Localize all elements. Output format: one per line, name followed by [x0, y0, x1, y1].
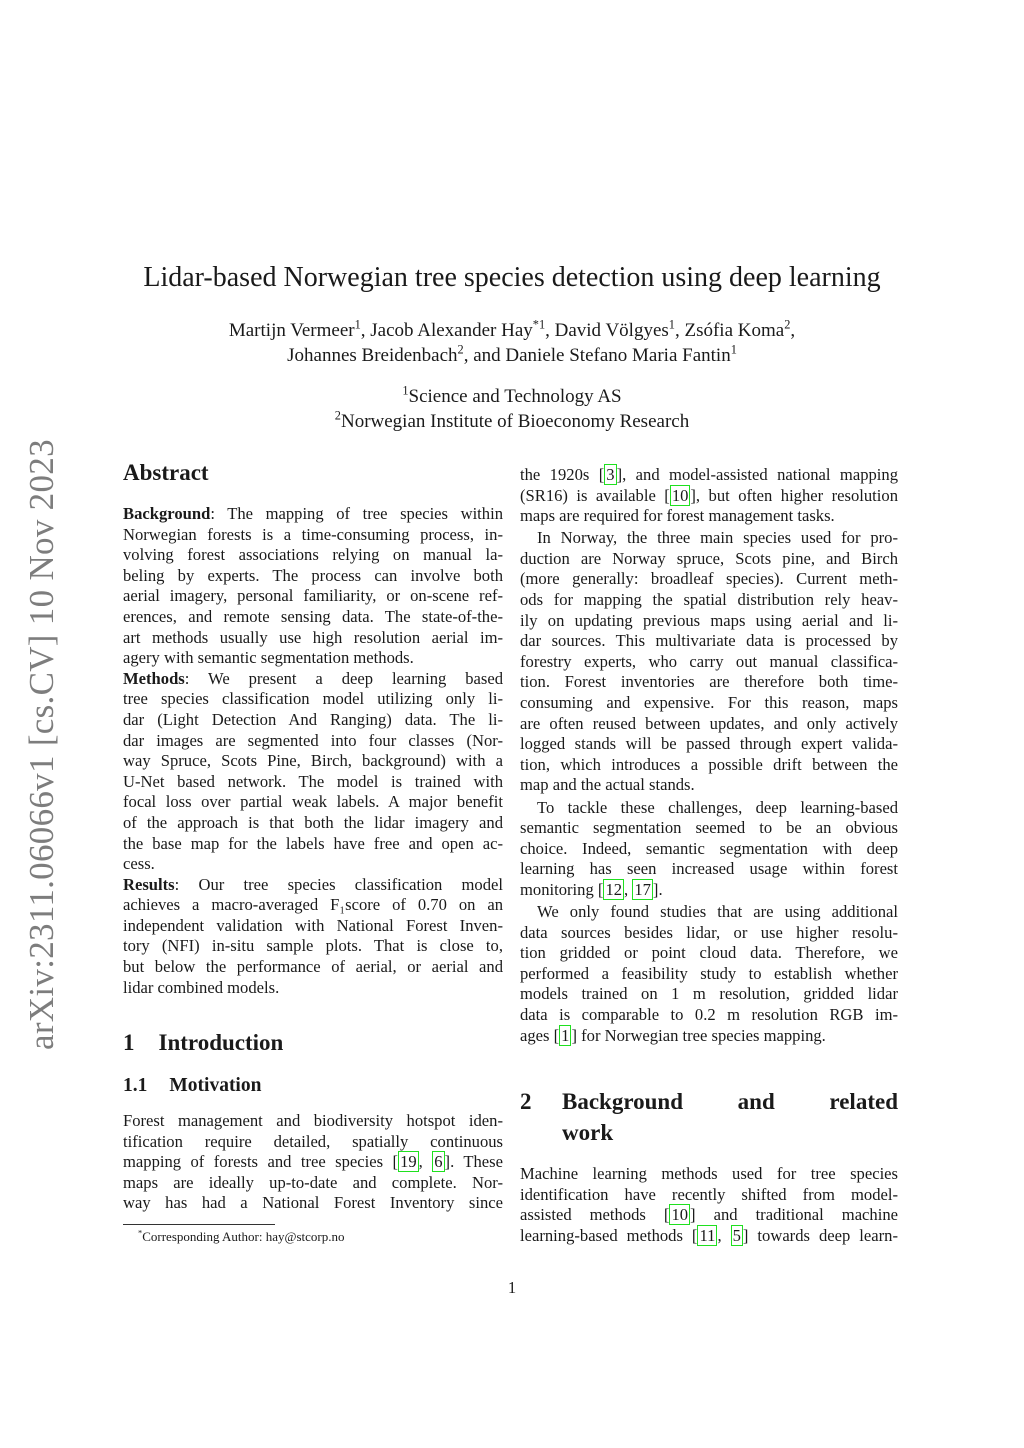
text-line: independent validation with National Forest Inven-	[123, 915, 503, 935]
text-line: Background: The mapping of tree species within	[123, 504, 503, 523]
text-line: maps are ideally up-to-date and complete. Nor-	[123, 1172, 503, 1192]
text-line: forestry experts, who carry out manual classifica-	[520, 651, 898, 671]
text-line: We only found studies that are using additional	[537, 901, 898, 921]
text-line: data is comparable to 0.2 m resolution RGB im-	[520, 1004, 898, 1024]
affiliation-mark: 2	[334, 408, 341, 423]
subsection-title: Motivation	[169, 1075, 262, 1096]
text-line: monitoring [ 12 , 17 ].	[520, 879, 663, 899]
author-name: ,	[790, 320, 796, 341]
affiliation-name: Norwegian Institute of Bioeconomy Research	[340, 411, 690, 432]
text-line: the 1920s [ 3 ], and model-assisted national mapping	[520, 465, 899, 484]
text-line: way has had a National Forest Inventory since	[123, 1193, 503, 1213]
text-line: U-Net based network. The model is trained with	[123, 771, 503, 791]
citation-link[interactable]: 10	[671, 1205, 689, 1225]
text-line: tion gridded or point cloud data. Therefore, we	[520, 943, 898, 963]
text-line: focal loss over partial weak labels. A major benefit	[123, 792, 503, 812]
text-line: To tackle these challenges, deep learning-based	[537, 797, 898, 817]
authors-line-1	[0, 318, 1024, 343]
text-line: tree species classification model utilizing only li-	[123, 689, 503, 709]
page-number: 1	[507, 1278, 517, 1297]
paragraph	[520, 465, 898, 527]
text-line: Forest management and biodiversity hotspot iden-	[123, 1111, 503, 1130]
arxiv-identifier: arXiv:2311.06066v1 [cs.CV] 10 Nov 2023	[22, 439, 61, 1050]
text-line: data sources besides lidar, or use higher resolu-	[520, 922, 898, 942]
text-line: ages [ 1 ] for Norwegian tree species mapping.	[520, 1025, 826, 1045]
paragraph	[520, 902, 898, 1046]
text-line: are often reused between updates, and only actively	[520, 713, 898, 733]
affiliations	[0, 384, 1024, 434]
section-number: 1	[123, 1030, 135, 1055]
text-line: choice. Indeed, semantic segmentation with deep	[520, 838, 898, 858]
text-line: erences, and remote sensing data. The state-of-the-	[123, 606, 503, 626]
text-line: ods for mapping the spatial distribution rely heav-	[520, 590, 898, 610]
abstract-paragraph	[123, 504, 503, 669]
text-line: (more generally: broadleaf species). Current meth-	[520, 569, 898, 589]
abstract-heading: Abstract	[123, 460, 209, 485]
author-name: , Jacob Alexander Hay	[360, 320, 533, 341]
paragraph	[520, 528, 898, 796]
text-line: cess.	[123, 854, 155, 874]
affiliation	[0, 384, 1024, 409]
paper-title: Lidar-based Norwegian tree species detection using deep learning	[143, 262, 881, 293]
text-line: learning has seen increased usage within forest	[520, 859, 898, 879]
text-line: dar (Light Detection And Ranging) data. The li-	[123, 709, 503, 729]
affiliation-mark: 1	[354, 317, 361, 332]
text-line: learning-based methods [ 11 , 5 ] towards deep learn-	[520, 1225, 898, 1245]
subsection-number: 1.1	[123, 1075, 148, 1096]
text-line: tion, which introduces a possible drift between the	[520, 754, 898, 774]
author-name: , Zsófia Koma	[674, 320, 785, 341]
text-line: assisted methods [ 10 ] and traditional machine	[520, 1205, 898, 1225]
text-line: dar images are segmented into four classes (Nor-	[123, 730, 503, 750]
footnote-rule	[123, 1224, 275, 1225]
affiliation-name: Science and Technology AS	[408, 386, 622, 407]
text-line: Norwegian forests is a time-consuming process, in-	[123, 524, 503, 544]
abstract-body	[123, 504, 503, 998]
affiliation	[0, 409, 1024, 434]
text-line: the base map for the labels have free and open ac-	[123, 833, 503, 853]
text-line: tory (NFI) in-situ sample plots. That is close to,	[123, 936, 503, 956]
text-line: identification have recently shifted from model-	[520, 1184, 898, 1204]
text-line: lidar combined models.	[123, 977, 280, 997]
text-line: tion. Forest inventories are therefore both time-	[520, 672, 898, 692]
affiliation-mark: 1	[402, 383, 409, 398]
section-2-heading-line	[520, 1086, 898, 1117]
text-line: performed a feasibility study to establish whether	[520, 963, 898, 983]
text-line: Methods: We present a deep learning based	[123, 668, 503, 688]
text-line: of the approach is that both the lidar imagery and	[123, 812, 503, 832]
text-line: way Spruce, Scots Pine, Birch, background) with a	[123, 751, 503, 771]
authors-line-2	[0, 343, 1024, 368]
citation-link[interactable]: 19	[400, 1152, 417, 1172]
text-line: art methods usually use high resolution aerial im-	[123, 627, 503, 647]
footnote	[138, 1229, 344, 1245]
paragraph-lead: Methods	[123, 668, 185, 688]
section-title: Introduction	[158, 1030, 284, 1055]
text-line: map and the actual stands.	[520, 775, 695, 795]
text-line: Results: Our tree species classification model	[123, 874, 503, 894]
text-line: logged stands will be passed through expert valida-	[520, 734, 898, 754]
subsection-1-1-heading	[123, 1075, 261, 1097]
section-2-body	[520, 1164, 898, 1246]
author-name: , David Völgyes	[545, 320, 669, 341]
footnote-mark: *	[138, 1227, 143, 1238]
text-line: mapping of forests and tree species [ 19 , 6 ]. These	[123, 1152, 503, 1172]
author-name: , and Daniele Stefano Maria Fantin	[463, 345, 731, 366]
citation-link[interactable]: 11	[699, 1225, 716, 1245]
text-line: In Norway, the three main species used for pro-	[537, 528, 898, 548]
section-title-cont: work	[562, 1120, 614, 1145]
footnote-text: Corresponding Author: hay@stcorp.no	[142, 1229, 345, 1244]
paragraph-lead: Results	[123, 874, 175, 894]
citation-link[interactable]: 10	[671, 485, 689, 505]
section-2-heading	[520, 1086, 898, 1148]
text-line: aerial imagery, personal familiarity, or on-scene ref-	[123, 586, 503, 606]
text-line: maps are required for forest management tasks.	[520, 506, 835, 526]
section-number: 2	[520, 1089, 532, 1114]
text-line: but below the performance of aerial, or aerial and	[123, 957, 503, 977]
affiliation-mark: *1	[532, 317, 546, 332]
citation-link[interactable]: 1	[561, 1025, 570, 1045]
text-line: volving forest associations relying on manual la-	[123, 545, 503, 565]
text-line: duction are Norway spruce, Scots pine, and Birch	[520, 548, 898, 568]
abstract-paragraph	[123, 875, 503, 999]
abstract-paragraph	[123, 669, 503, 875]
text-line: beling by experts. The process can involve both	[123, 565, 503, 585]
text-line: Machine learning methods used for tree species	[520, 1164, 898, 1183]
authors	[0, 318, 1024, 368]
text-line: tification require detailed, spatially continuous	[123, 1131, 503, 1151]
section-1-heading	[123, 1030, 283, 1056]
motivation-body	[123, 1111, 503, 1214]
paragraph-lead: Background	[123, 504, 211, 523]
text-line: dar sources. This multivariate data is processed by	[520, 631, 898, 651]
text-line: consuming and expensive. For this reason, maps	[520, 693, 898, 713]
affiliation-mark: 1	[730, 342, 737, 357]
citation-link[interactable]: 5	[732, 1225, 741, 1245]
text-line: achieves a macro-averaged F₁score of 0.70 on an	[123, 895, 503, 915]
citation-link[interactable]: 12	[605, 879, 623, 899]
author-name: Martijn Vermeer	[228, 320, 355, 341]
citation-link[interactable]: 3	[606, 465, 615, 484]
affiliation-mark: 1	[668, 317, 675, 332]
text-line: agery with semantic segmentation methods.	[123, 648, 414, 668]
affiliation-mark: 2	[784, 317, 791, 332]
author-name: Johannes Breidenbach	[287, 345, 458, 366]
right-column-body	[520, 465, 898, 1046]
text-line: models trained on 1 m resolution, gridded lidar	[520, 984, 898, 1004]
citation-link[interactable]: 6	[434, 1152, 443, 1172]
paragraph	[520, 798, 898, 901]
affiliation-mark: 2	[457, 342, 464, 357]
section-title: Background and related	[562, 1089, 898, 1114]
text-line: (SR16) is available [ 10 ], but often higher resolution	[520, 485, 898, 505]
text-line: semantic segmentation seemed to be an obvious	[520, 818, 898, 838]
citation-link[interactable]: 17	[634, 879, 651, 899]
text-line: ily on updating previous maps using aerial and li-	[520, 610, 898, 630]
